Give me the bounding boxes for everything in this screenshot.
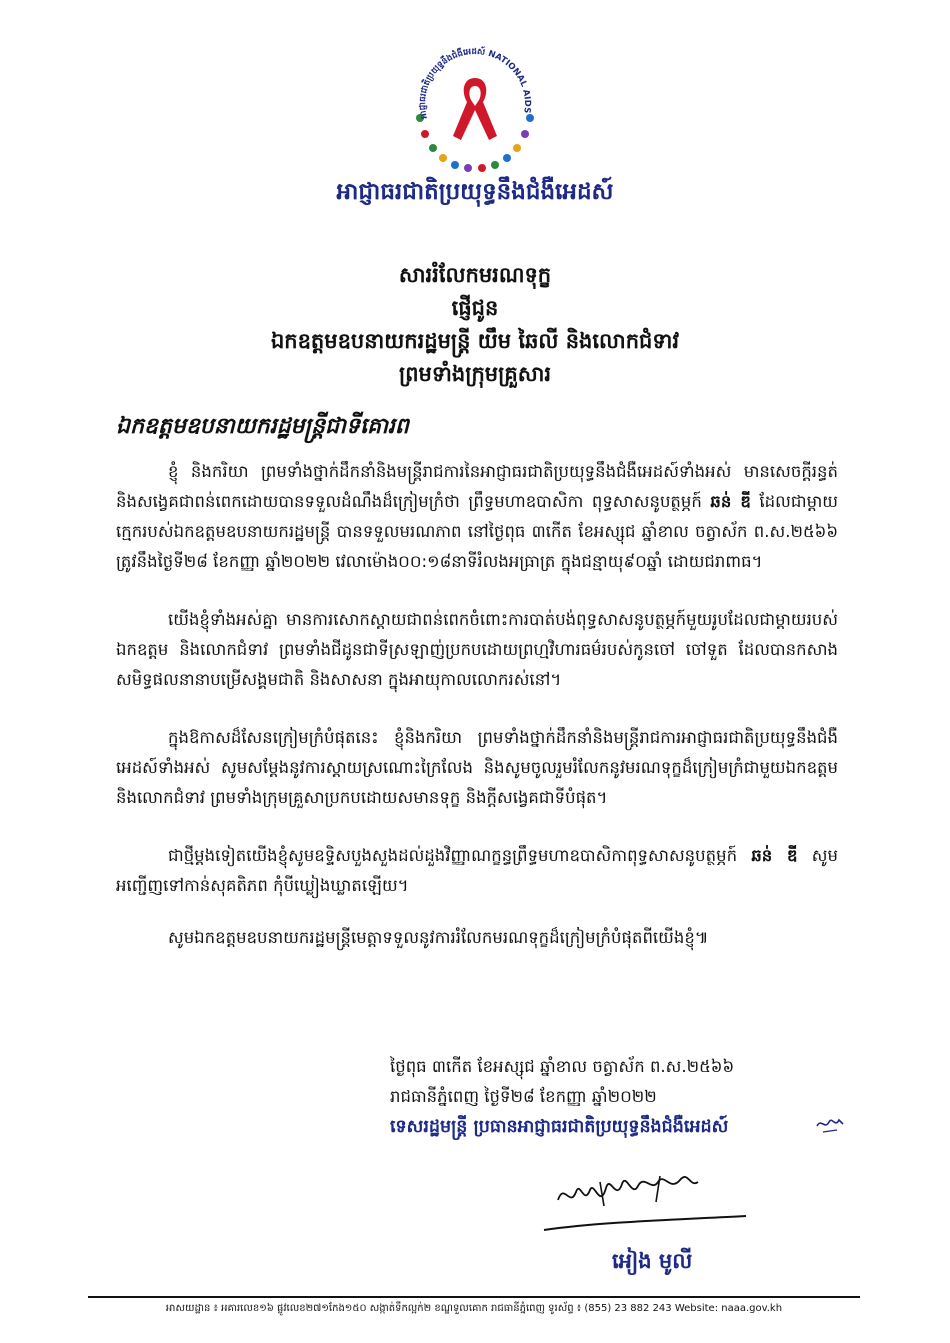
paragraph-2: យើងខ្ញុំទាំងអស់គ្នា មានការសោកស្តាយជាពន់ពេកចំពោះការបាត់បង់ពុទ្ធសាសនូបត្ថម្ភក៍មួយរូបដែលជាម្តាយរបស់ឯកឧត្តម និងលោកជំទាវ ព្រមទាំងជីដូនជាទីស្រឡាញ់ប្រកបដោយព្រហ្មវិហារធម៌របស់កូនចៅ ចៅទួត ដែលបានកសាងសមិទ្ធផលនានាបម្រើសង្គមជាតិ និងសាសនា ក្នុងអាយុកាលលោករស់នៅ។ [116,610,838,689]
letter-body [116,457,838,981]
p4-text-start: ជាថ្មីម្តងទៀតយើងខ្ញុំសូមឧទ្ទិសបួងសួងដល់ដួងវិញ្ញាណក្ខន្ធព្រឹទ្ធមហាឧបាសិកាពុទ្ធសាសនូបត្ថម្ភក៍ [168,846,752,865]
closing-block [390,1052,850,1142]
heading-recipient: ឯកឧត្តមឧបនាយករដ្ឋមន្ត្រី យឹម ឆៃលី និងលោកជំទាវ [270,328,680,353]
p1-text-end: ដែលជាម្តាយក្មេករបស់ឯកឧត្តមឧបនាយករដ្ឋមន្ត្រី បានទទួលមរណភាព នៅថ្ងៃពុធ ៣កើត ខែអស្សុជ ឆ្នាំខាល ចត្វាស័ក ព.ស.២៥៦៦ ត្រូវនឹងថ្ងៃទី២៨ ខែកញ្ញា ឆ្នាំ២០២២ វេលាម៉ោង០០:១៨នាទីរំលងអធ្រាត្រ ក្នុងជន្មាយុ៩០ឆ្នាំ ដោយជរាពាធ។ [116,492,838,571]
heading-sent-to: ផ្ញើជូន [451,295,499,320]
signer-title: ទេសរដ្ឋមន្ត្រី ប្រធានអាជ្ញាធរជាតិប្រយុទ្ធនឹងជំងឺអេដស៍ [390,1117,729,1137]
initial-mark [815,1112,845,1136]
paragraph-5: សូមឯកឧត្តមឧបនាយករដ្ឋមន្ត្រីមេត្តាទទួលនូវការរំលែកមរណទុក្ខដ៏ក្រៀមក្រំបំផុតពីយើងខ្ញុំ៕ [168,928,709,947]
p4-text-end: សូមអញ្ជើញទៅកាន់សុគតិភព កុំបីឃ្លៀងឃ្លាតឡើយ។ [116,846,838,895]
paragraph-3: ក្នុងឱកាសដ៏សែនក្រៀមក្រំបំផុតនេះ ខ្ញុំនិងករិយា ព្រមទាំងថ្នាក់ដឹកនាំនិងមន្ត្រីរាជការអាជ្ញាធរជាតិប្រយុទ្ធនឹងជំងឺអេដស៍ទាំងអស់ សូមសម្តែងនូវការស្តាយស្រណោះក្រៃលែង និងសូមចូលរួមរំលែកនូវមរណទុក្ខដ៏ក្រៀមក្រំជាមួយឯកឧត្តម និងលោកជំទាវ ព្រមទាំងក្រុមគ្រួសាប្រកបដោយសមានទុក្ខ និងក្តីសង្វេគជាទីបំផុត។ [116,728,838,807]
handwritten-signature [540,1162,750,1237]
organization-name: អាជ្ញាធរជាតិប្រយុទ្ធនឹងជំងឺអេដស៍ [336,178,614,205]
date-place: រាជធានីភ្នំពេញ ថ្ងៃទី២៨ ខែកញ្ញា ឆ្នាំ២០២២ [390,1087,657,1106]
heading-title: សាររំលែកមរណទុក្ខ [398,262,552,287]
footer-divider [88,1296,860,1298]
paragraph-1 [116,457,838,577]
letter-heading [0,258,950,390]
footer-address: អាសយដ្ឋាន ៖ អគារលេខ១៦ ផ្លូវលេខ២៧១កែង១៥០ សង្កាត់ទឹកល្អក់២ ខណ្ឌទួលគោក រាជធានីភ្នំពេញ ទូរស័ព្ទ ៖ (855) 23 882 243 Website: naaa.gov.kh [165,1303,783,1314]
salutation: ឯកឧត្តមឧបនាយករដ្ឋមន្ត្រីជាទីគោរព [116,413,409,439]
paragraph-4 [116,841,838,901]
national-aids-authority-logo [405,40,545,180]
signer-name: អៀង មូលី [612,1248,693,1273]
deceased-name-repeat: ឆន់ ឌី [751,846,798,865]
p1-text-start: ខ្ញុំ និងករិយា ព្រមទាំងថ្នាក់ដឹកនាំនិងមន្ត្រីរាជការនៃអាជ្ញាធរជាតិប្រយុទ្ធនឹងជំងឺអេដស៍ទាំងអស់ មានសេចក្តីរន្ធត់ និងសង្វេគជាពន់ពេកដោយបានទទួលដំណឹងដ៏ក្រៀមក្រំថា ព្រឹទ្ធមហាឧបាសិកា ពុទ្ធសាសនូបត្ថម្ភក៍ [116,462,838,511]
logo-arc-text: អាជ្ញាធរជាតិប្រយុទ្ធនឹងជំងឺអេដស៍ NATIONAL AIDS [417,46,533,120]
date-lunar: ថ្ងៃពុធ ៣កើត ខែអស្សុជ ឆ្នាំខាល ចត្វាស័ក ព.ស.២៥៦៦ [390,1057,735,1076]
deceased-name: ឆន់ ឌី [710,492,751,511]
heading-family: ព្រមទាំងក្រុមគ្រួសារ [398,361,552,386]
